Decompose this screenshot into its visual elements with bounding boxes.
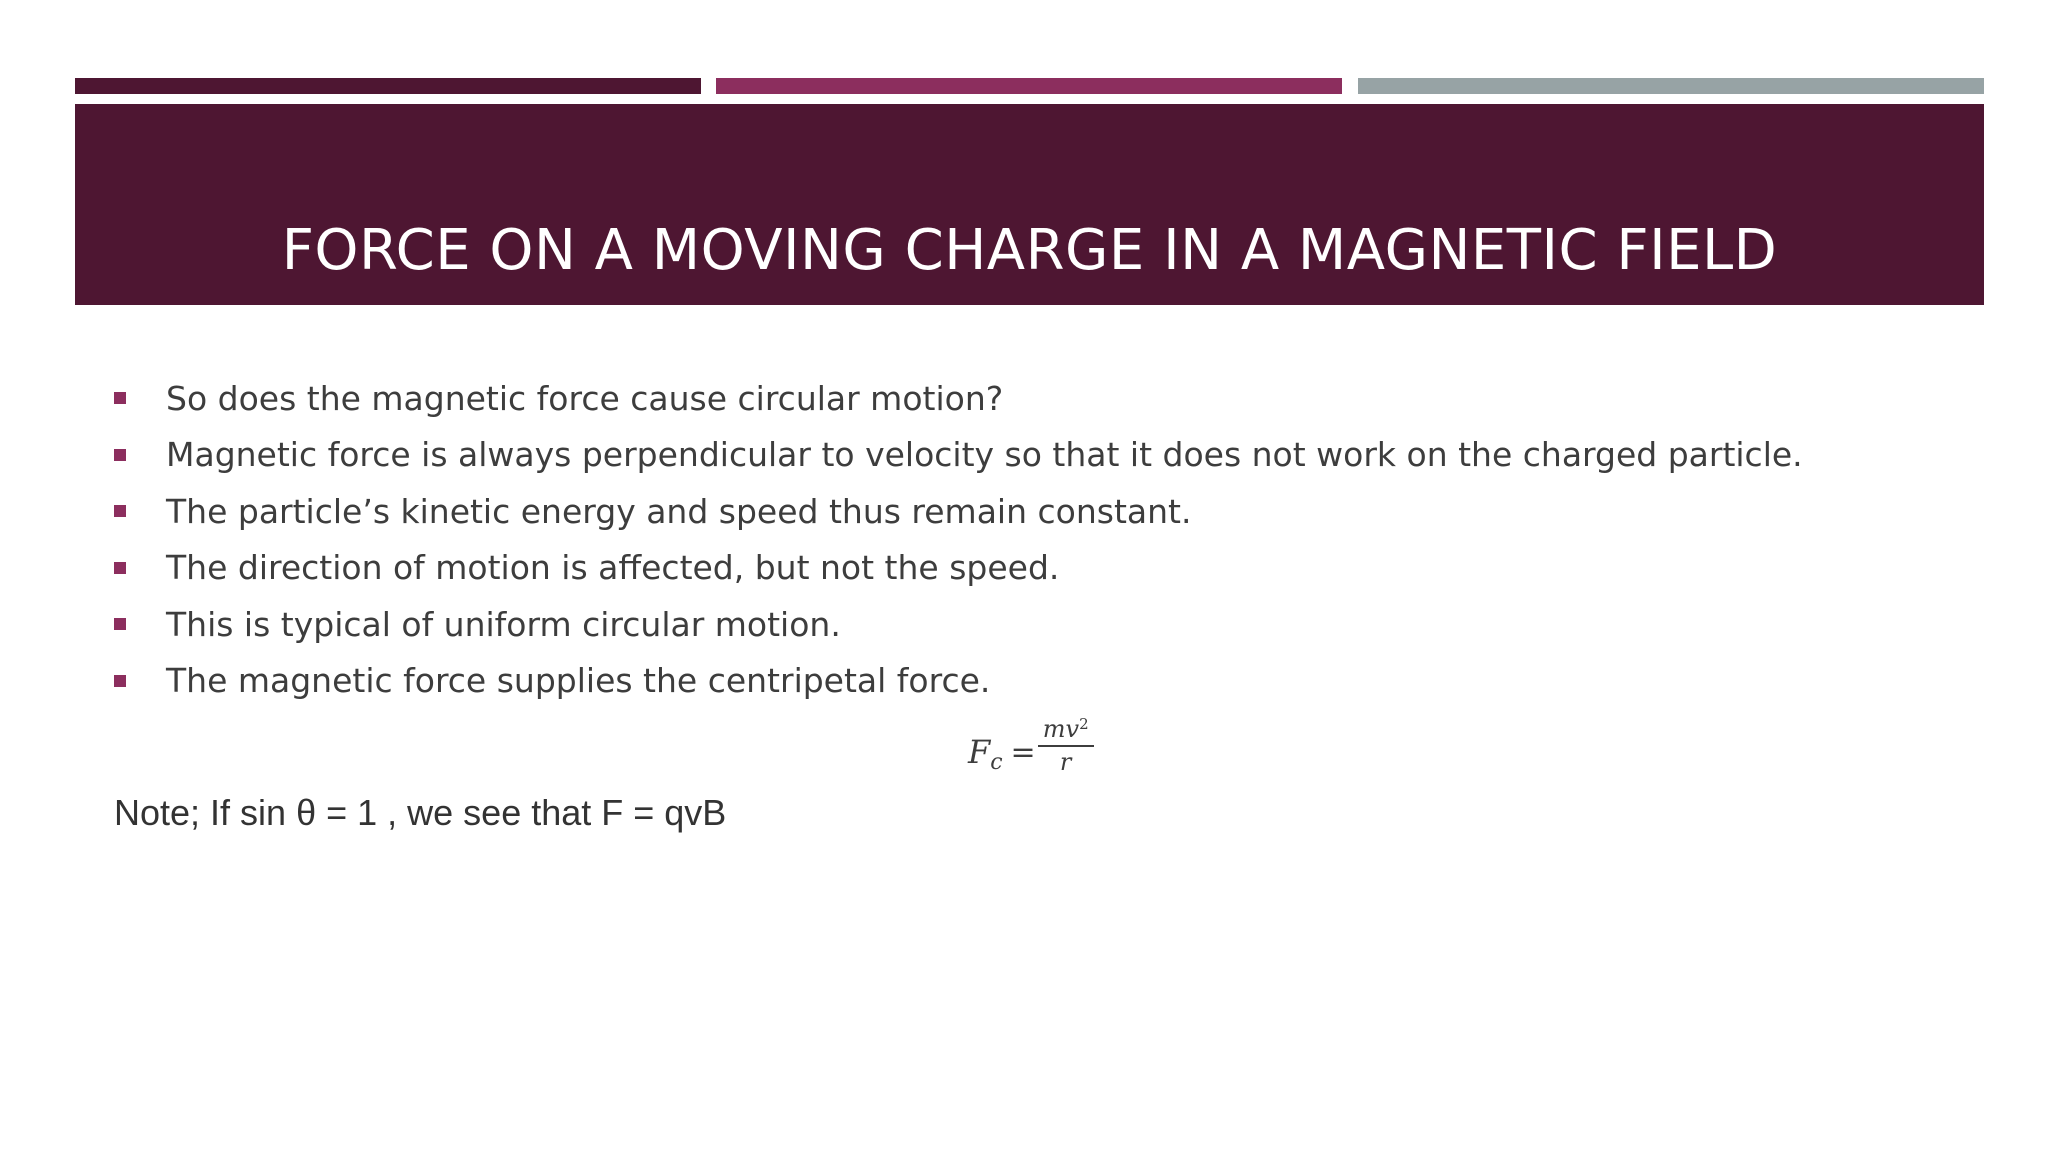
bullet-list [114,370,1803,709]
bullet-item [114,483,1803,540]
formula-equals: = [1010,734,1036,770]
bullet-text: Magnetic force is always perpendicular to velocity so that it does not work on the charged particle. [166,435,1803,475]
formula-denominator: r [1059,747,1072,776]
formula-fraction [1038,717,1094,774]
bullet-item [114,370,1803,427]
accent-bar-dark [75,78,701,94]
title-band [75,104,1984,305]
square-bullet-icon [114,618,126,630]
bullet-text: The direction of motion is affected, but not the speed. [166,548,1060,588]
bullet-text: This is typical of uniform circular motion. [166,604,841,644]
accent-bar-gray [1358,78,1984,94]
centripetal-force-formula [968,714,1094,790]
formula-lhs: F [968,733,991,771]
square-bullet-icon [114,449,126,461]
bullet-item [114,540,1803,597]
square-bullet-icon [114,505,126,517]
note-text: Note; If sin θ = 1 , we see that F = qvB [114,792,727,833]
bullet-text: The magnetic force supplies the centripetal force. [166,661,991,701]
bullet-text: The particle’s kinetic energy and speed thus remain constant. [166,491,1192,531]
square-bullet-icon [114,392,126,404]
bullet-item [114,427,1803,484]
bullet-item [114,596,1803,653]
formula-numerator [1041,717,1091,742]
bullet-text: So does the magnetic force cause circular motion? [166,378,1004,418]
accent-bar-magenta [716,78,1342,94]
bullet-item [114,653,1803,710]
numerator-exponent: 2 [1079,715,1089,734]
numerator-base: mv [1042,715,1080,744]
square-bullet-icon [114,562,126,574]
square-bullet-icon [114,675,126,687]
slide-title: FORCE ON A MOVING CHARGE IN A MAGNETIC FIELD [281,218,1778,283]
fraction-bar [1038,745,1094,747]
formula-lhs-subscript: c [990,749,1003,775]
